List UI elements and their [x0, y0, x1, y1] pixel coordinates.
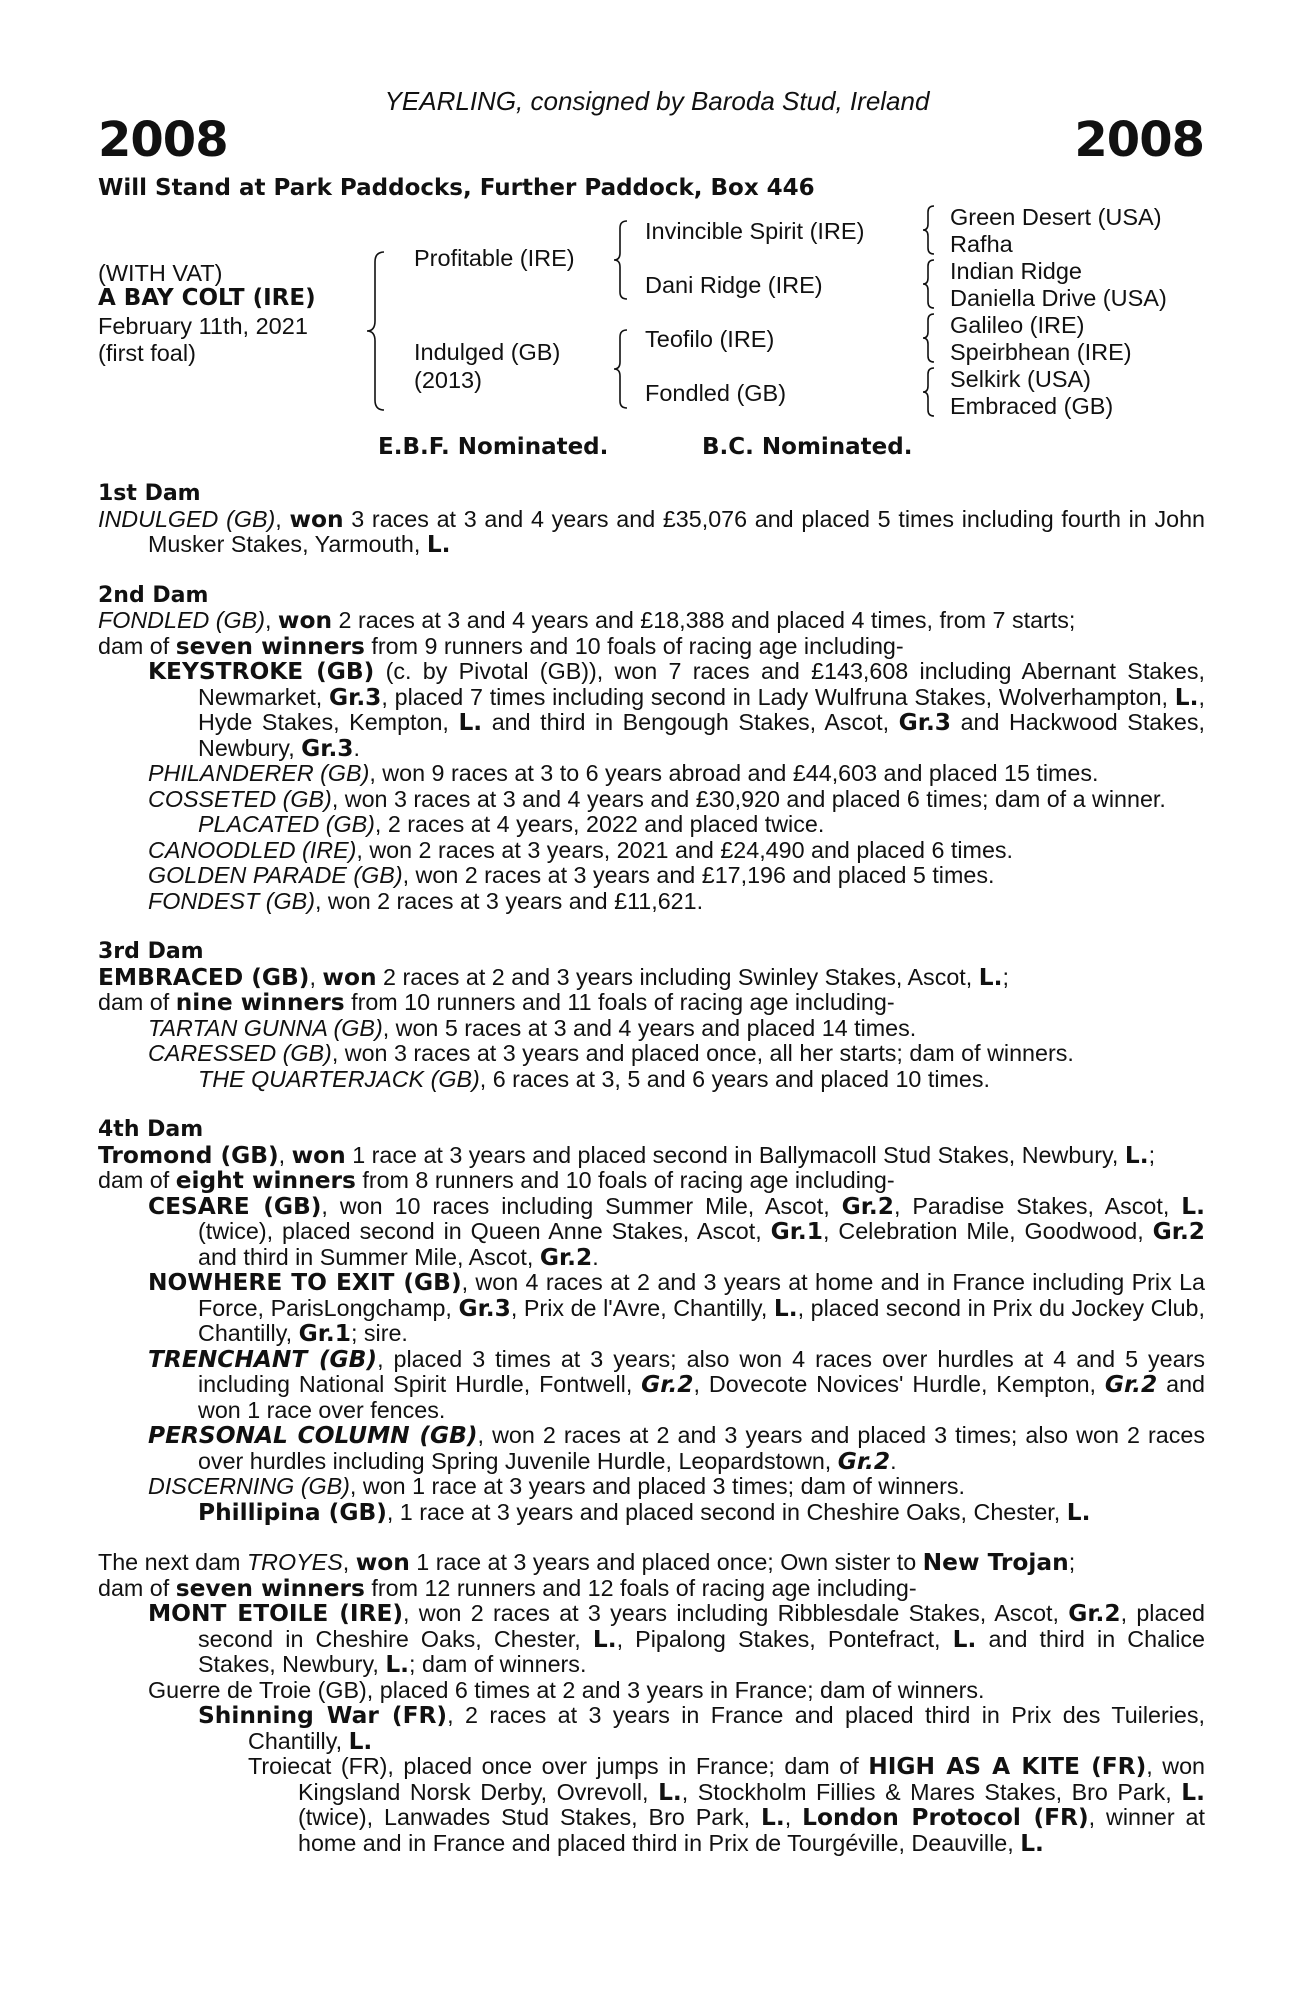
progeny-fondest: FONDEST (GB), won 2 races at 3 years and £11,621. — [148, 887, 704, 914]
progeny-guerre-de-troie: Guerre de Troie (GB), placed 6 times at 2 and 3 years in France; dam of winners. — [148, 1676, 985, 1703]
fourth-dam-produce: dam of eight winners from 8 runners and 10 foals of racing age including- — [98, 1167, 895, 1194]
sire-brace — [612, 219, 632, 301]
lot-number-left: 2008 — [98, 112, 228, 168]
progeny-troiecat: Troiecat (FR), placed once over jumps in France; dam of HIGH AS A KITE (FR), won Kingsland Norsk Derby, Ovrevoll, L., Stockholm Fillies & Mares Stakes, Bro Park, L. (twice), Lanwades Stud Stakes, Bro Park, L., London Protocol (FR), winner at home and in France and placed third in Prix de Tourgéville, Deauville, L. — [248, 1753, 1205, 1857]
main-brace — [364, 250, 390, 412]
third-dam-produce: dam of nine winners from 10 runners and 11 foals of racing age including- — [98, 989, 895, 1016]
progeny-caressed: CARESSED (GB), won 3 races at 3 years and placed once, all her starts; dam of winners. — [148, 1040, 1074, 1066]
dds-name: Selkirk (USA) — [950, 366, 1092, 392]
dam-dam: Fondled (GB) — [645, 380, 787, 406]
stand-location: Will Stand at Park Paddocks, Further Paddock, Box 446 — [98, 175, 815, 201]
progeny-quarterjack: THE QUARTERJACK (GB), 6 races at 3, 5 and 6 years and placed 10 times. — [198, 1065, 990, 1092]
foaling-date: February 11th, 2021 — [98, 313, 308, 339]
progeny-cesare: CESARE (GB), won 10 races including Summer Mile, Ascot, Gr.2, Paradise Stakes, Ascot, L. (twice), placed second in Queen Anne Stakes, Ascot, Gr.1, Celebration Mile, Goodwood, Gr.2 and third in Summer Mile, Ascot, Gr.2. — [148, 1192, 1206, 1271]
progeny-philanderer: PHILANDERER (GB), won 9 races at 3 to 6 years abroad and £44,603 and placed 15 times. — [148, 760, 1099, 786]
second-dam-heading: 2nd Dam — [98, 582, 209, 608]
progeny-cosseted: COSSETED (GB), won 3 races at 3 and 4 years and £30,920 and placed 6 times; dam of a winner. — [148, 785, 1166, 812]
horse-name: A BAY COLT (IRE) — [98, 285, 316, 311]
vat-note: (WITH VAT) — [98, 260, 223, 286]
dam-year: (2013) — [414, 367, 482, 393]
dam-name: INDULGED (GB) — [98, 505, 276, 532]
progeny-phillipina: Phillipina (GB), 1 race at 3 years and placed second in Cheshire Oaks, Chester, L. — [198, 1498, 1091, 1526]
sire-name: Profitable (IRE) — [414, 245, 575, 271]
bc-nomination: B.C. Nominated. — [702, 434, 913, 460]
dd-brace — [921, 366, 937, 418]
second-dam-produce: dam of seven winners from 9 runners and 10 foals of racing age including- — [98, 632, 904, 660]
ebf-nomination: E.B.F. Nominated. — [378, 434, 609, 460]
progeny-discerning: DISCERNING (GB), won 1 race at 3 years and placed 3 times; dam of winners. — [148, 1473, 966, 1499]
dss-name: Galileo (IRE) — [950, 312, 1085, 338]
consignment-line: YEARLING, consigned by Baroda Stud, Ireland — [384, 86, 930, 116]
catalogue-body — [98, 481, 1205, 1856]
sire-dam: Dani Ridge (IRE) — [645, 272, 823, 298]
progeny-mont-etoile: MONT ETOILE (IRE), won 2 races at 3 years including Ribblesdale Stakes, Ascot, Gr.2, placed second in Cheshire Oaks, Chester, L., Pipalong Stakes, Pontefract, L. and third in Chalice Stakes, Newbury, L.; dam of winners. — [148, 1600, 1205, 1678]
dam-name: Indulged (GB) — [414, 339, 561, 365]
third-dam-heading: 3rd Dam — [98, 939, 204, 964]
dam-sire: Teofilo (IRE) — [645, 326, 775, 352]
progeny-golden-parade: GOLDEN PARADE (GB), won 2 races at 3 years and £17,196 and placed 5 times. — [148, 862, 995, 888]
progeny-tartan-gunna: TARTAN GUNNA (GB), won 5 races at 3 and 4 years and placed 14 times. — [148, 1014, 917, 1041]
sss-name: Green Desert (USA) — [950, 204, 1162, 230]
progeny-shinning-war: Shinning War (FR), 2 races at 3 years in France and placed third in Prix des Tuileries, Chantilly, L. — [198, 1702, 1205, 1755]
second-dam-record: FONDLED (GB), won 2 races at 3 and 4 years and £18,388 and placed 4 times, from 7 starts; — [98, 607, 1076, 634]
dam-brace — [612, 328, 632, 410]
progeny-nowhere-to-exit: NOWHERE TO EXIT (GB), won 4 races at 2 and 3 years at home and in France including Prix La Force, ParisLongchamp, Gr.3, Prix de l'Avre, Chantilly, L., placed second in Prix du Jockey Club, Chantilly, Gr.1; sire. — [148, 1269, 1205, 1347]
sds-name: Indian Ridge — [950, 258, 1082, 284]
third-dam-record: EMBRACED (GB), won 2 races at 2 and 3 years including Swinley Stakes, Ascot, L.; — [98, 963, 1009, 991]
progeny-placated: PLACATED (GB), 2 races at 4 years, 2022 and placed twice. — [198, 811, 825, 837]
foal-note: (first foal) — [98, 340, 196, 366]
sd-brace — [921, 258, 937, 310]
fourth-dam-heading: 4th Dam — [98, 1117, 204, 1142]
lot-number-right: 2008 — [1074, 112, 1204, 168]
first-dam-record: INDULGED (GB), won 3 races at 3 and 4 years and £35,076 and placed 5 times including fourth in John Musker Stakes, Yarmouth, L. — [98, 505, 1205, 558]
ss-brace — [921, 204, 937, 256]
ds-brace — [921, 312, 937, 364]
progeny-keystroke: KEYSTROKE (GB) (c. by Pivotal (GB)), won 7 races and £143,608 including Abernant Stakes, Newmarket, Gr.3, placed 7 times including second in Lady Wulfruna Stakes, Wolverhampton, L., Hyde Stakes, Kempton, L. and third in Bengough Stakes, Ascot, Gr.3 and Hackwood Stakes, Newbury, Gr.3. — [148, 658, 1205, 762]
ddd-name: Embraced (GB) — [950, 393, 1114, 419]
next-dam-record: The next dam TROYES, won 1 race at 3 years and placed once; Own sister to New Trojan; — [98, 1549, 1076, 1576]
dsd-name: Speirbhean (IRE) — [950, 339, 1132, 365]
progeny-trenchant: TRENCHANT (GB), placed 3 times at 3 years; also won 4 races over hurdles at 4 and 5 years including National Spirit Hurdle, Fontwell, Gr.2, Dovecote Novices' Hurdle, Kempton, Gr.2 and won 1 race over fences. — [148, 1345, 1205, 1423]
progeny-personal-column: PERSONAL COLUMN (GB), won 2 races at 2 and 3 years and placed 3 times; also won 2 races over hurdles including Spring Juvenile Hurdle, Leopardstown, Gr.2. — [148, 1422, 1205, 1475]
sdd-name: Daniella Drive (USA) — [950, 285, 1167, 311]
ssd-name: Rafha — [950, 231, 1013, 257]
progeny-canoodled: CANOODLED (IRE), won 2 races at 3 years, 2021 and £24,490 and placed 6 times. — [148, 836, 1014, 863]
sire-sire: Invincible Spirit (IRE) — [645, 218, 865, 244]
next-dam-produce: dam of seven winners from 12 runners and 12 foals of racing age including- — [98, 1574, 917, 1602]
first-dam-heading: 1st Dam — [98, 481, 201, 506]
fourth-dam-record: Tromond (GB), won 1 race at 3 years and placed second in Ballymacoll Stud Stakes, Newbury, L.; — [98, 1141, 1156, 1169]
won-label: won — [289, 505, 344, 533]
